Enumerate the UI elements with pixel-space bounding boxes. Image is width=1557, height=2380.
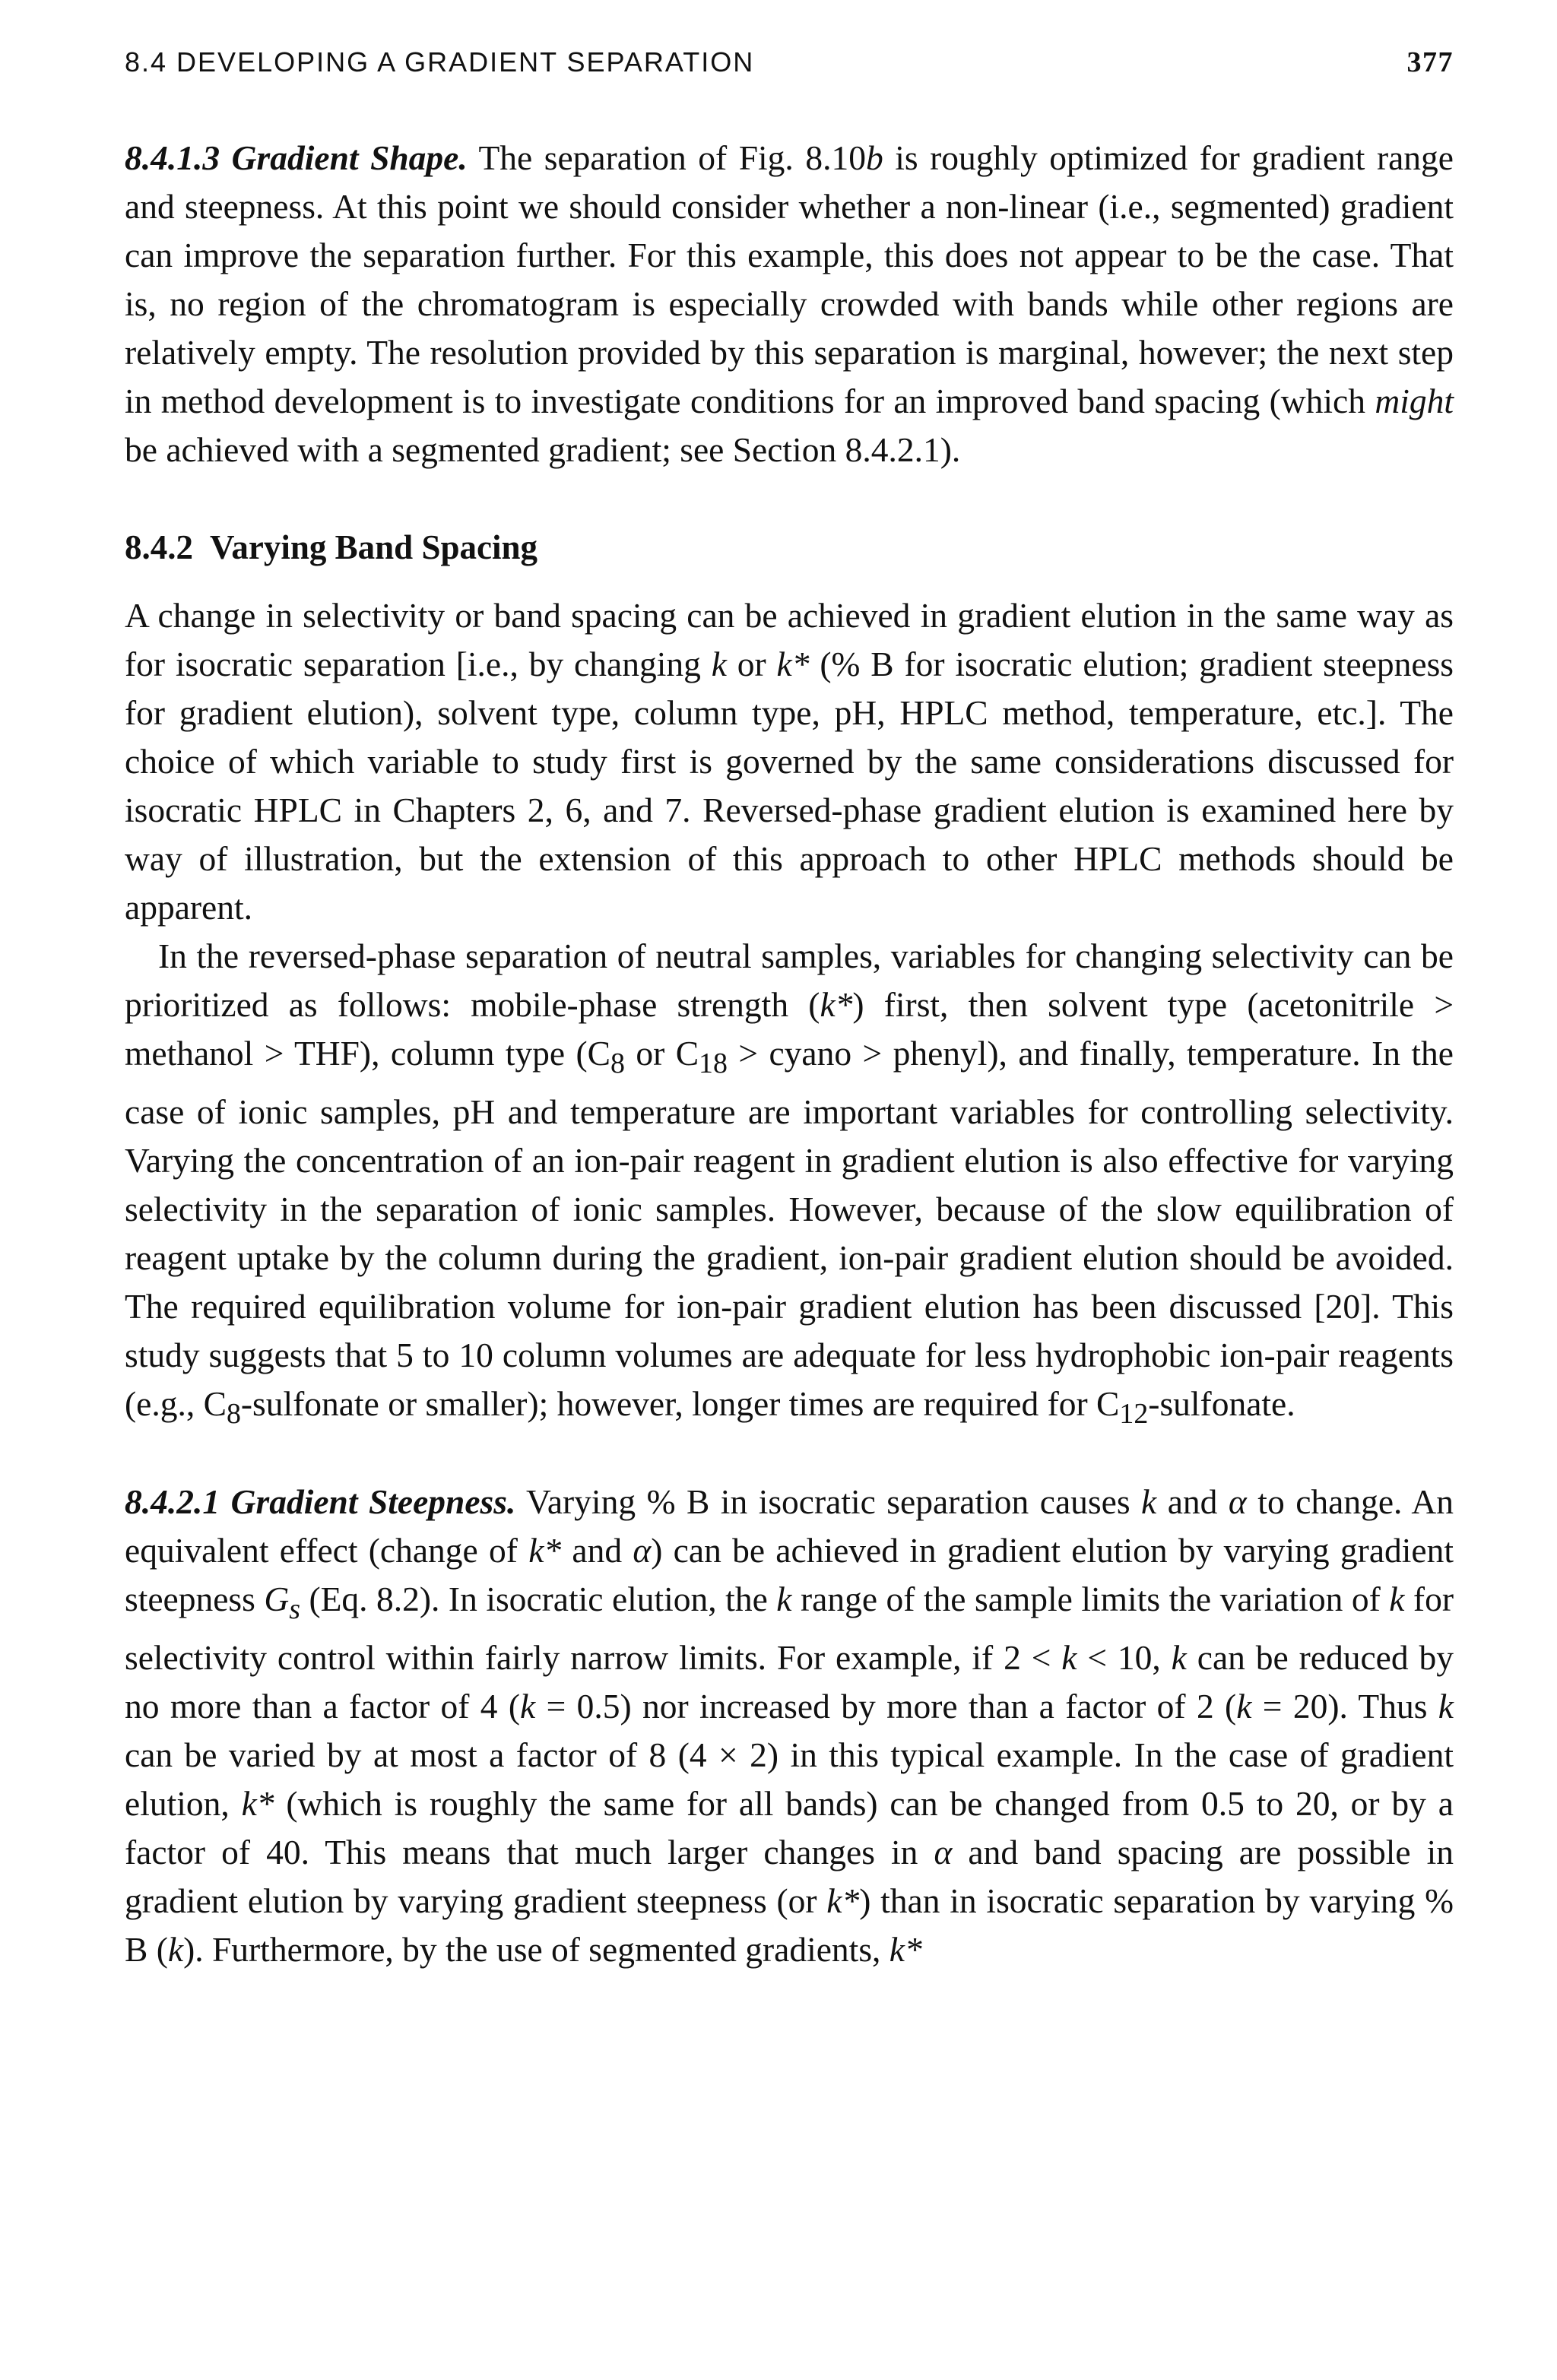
text-run-italic: k	[1438, 1687, 1454, 1726]
text-run: be achieved with a segmented gradient; see Section 8.4.2.1).	[125, 430, 961, 469]
text-run-italic: k*	[241, 1784, 274, 1824]
text-run-italic: G	[264, 1580, 290, 1619]
text-run-italic: α	[934, 1833, 953, 1872]
text-run: (which is roughly the same for all bands) can be changed from 0.5 to 20, or by a factor of 40. This means that much larger changes in	[125, 1784, 1454, 1872]
subsection-title: Gradient Steepness.	[230, 1482, 516, 1522]
text-run: ) first, then solvent type (acetonitrile > methanol > THF), column type (C	[125, 985, 1454, 1073]
text-run-italic: k	[1389, 1580, 1405, 1619]
subscript: 8	[610, 1047, 625, 1080]
text-run-italic: α	[633, 1531, 652, 1570]
text-run-italic: k	[1236, 1687, 1252, 1726]
text-run: range of the sample limits the variation of	[791, 1580, 1390, 1619]
text-run: ) than in isocratic separation by varying % B (	[125, 1881, 1454, 1970]
page-number: 377	[1406, 46, 1454, 78]
running-head-title: 8.4 DEVELOPING A GRADIENT SEPARATION	[125, 46, 755, 78]
text-run: (% B for isocratic elution; gradient steepness for gradient elution), solvent type, column type, pH, HPLC method, temperature, etc.]. The choice of which variable to study first is governed by the same considerations discussed for isocratic HPLC in Chapters 2, 6, and 7. Reversed-phase gradient elution is examined here by way of illustration, but the extension of this approach to other HPLC methods should be apparent.	[125, 645, 1454, 927]
text-run-italic: k	[1061, 1638, 1077, 1678]
text-run: and	[1156, 1482, 1229, 1522]
paragraph-reversed-phase	[125, 932, 1454, 1438]
text-run: and	[561, 1531, 633, 1570]
text-run: for selectivity control within fairly narrow limits. For example, if 2 <	[125, 1580, 1454, 1678]
paragraph-band-spacing-intro	[125, 591, 1454, 932]
text-run: is roughly optimized for gradient range and steepness. At this point we should consider whether a non-linear (i.e., segmented) gradient can improve the separation further. For this example, this does not appear to be the case. That is, no region of the chromatogram is especially crowded with bands while other regions are relatively empty. The resolution provided by this separation is marginal, however; the next step in method development is to investigate conditions for an improved band spacing (which	[125, 138, 1454, 420]
book-page	[125, 46, 1454, 1974]
text-run-italic: k*	[889, 1930, 922, 1970]
text-run-italic: might	[1375, 382, 1454, 420]
text-run: The separation of Fig. 8.10	[467, 138, 866, 177]
section-number: 8.4.2	[125, 528, 193, 566]
text-run: and band spacing are possible in gradient elution by varying gradient steepness (or	[125, 1833, 1454, 1921]
text-run-italic: k	[711, 645, 727, 683]
text-run: can be varied by at most a factor of 8 (4 × 2) in this typical example. In the case of gradient elution,	[125, 1735, 1454, 1824]
subscript: 8	[226, 1398, 241, 1431]
text-run: = 20). Thus	[1251, 1687, 1438, 1726]
running-head	[125, 46, 1454, 99]
subsection-number: 8.4.1.3	[125, 138, 220, 177]
text-run: ). Furthermore, by the use of segmented gradients,	[183, 1930, 889, 1970]
text-run: to change. An equivalent effect (change of	[125, 1482, 1454, 1570]
text-run: A change in selectivity or band spacing can be achieved in gradient elution in the same way as for isocratic separation [i.e., by changing	[125, 596, 1454, 683]
text-run-italic: α	[1228, 1482, 1247, 1522]
section-heading	[125, 523, 1454, 572]
text-run-italic: k	[167, 1930, 184, 1970]
text-run: In the reversed-phase separation of neutral samples, variables for changing selectivity can be prioritized as follows: mobile-phase strength (	[125, 936, 1454, 1024]
text-run-italic: k*	[528, 1531, 562, 1570]
text-run: (Eq. 8.2). In isocratic elution, the	[300, 1580, 777, 1619]
text-run-italic: k	[776, 1580, 792, 1619]
text-run-italic: k*	[826, 1881, 860, 1921]
text-run-italic: k*	[776, 645, 810, 683]
text-run-italic: k	[520, 1687, 536, 1726]
text-run-italic: k*	[820, 985, 853, 1024]
paragraph-gradient-steepness	[125, 1478, 1454, 1974]
text-run: or	[726, 645, 777, 683]
section-title: Varying Band Spacing	[210, 528, 537, 566]
text-run-italic: k	[1171, 1638, 1187, 1678]
text-run: > cyano > phenyl), and finally, temperature. In the case of ionic samples, pH and temperature are important variables for controlling selectivity. Varying the concentration of an ion-pair reagent in gradient elution is also effective for varying selectivity in the separation of ionic samples. However, because of the slow equilibration of reagent uptake by the column during the gradient, ion-pair gradient elution should be avoided. The required equilibration volume for ion-pair gradient elution has been discussed [20]. This study suggests that 5 to 10 column volumes are adequate for less hydrophobic ion-pair reagents (e.g., C	[125, 1034, 1454, 1424]
text-run: = 0.5) nor increased by more than a factor of 2 (	[535, 1687, 1237, 1726]
subscript: s	[289, 1593, 300, 1626]
subsection-number: 8.4.2.1	[125, 1482, 220, 1522]
text-run: or C	[624, 1034, 699, 1073]
text-run-italic: b	[865, 138, 883, 177]
text-run-italic: k	[1141, 1482, 1157, 1522]
text-run: Varying % B in isocratic separation causes	[515, 1482, 1142, 1522]
text-run: < 10,	[1077, 1638, 1172, 1678]
text-run: -sulfonate or smaller); however, longer times are required for C	[240, 1384, 1120, 1424]
subsection-title: Gradient Shape.	[231, 138, 468, 177]
subscript: 12	[1119, 1398, 1149, 1431]
text-run: -sulfonate.	[1148, 1384, 1295, 1424]
text-run: can be reduced by no more than a factor of 4 (	[125, 1638, 1454, 1726]
subscript: 18	[699, 1047, 728, 1080]
paragraph-gradient-shape	[125, 134, 1454, 474]
text-run: ) can be achieved in gradient elution by varying gradient steepness	[125, 1531, 1454, 1619]
